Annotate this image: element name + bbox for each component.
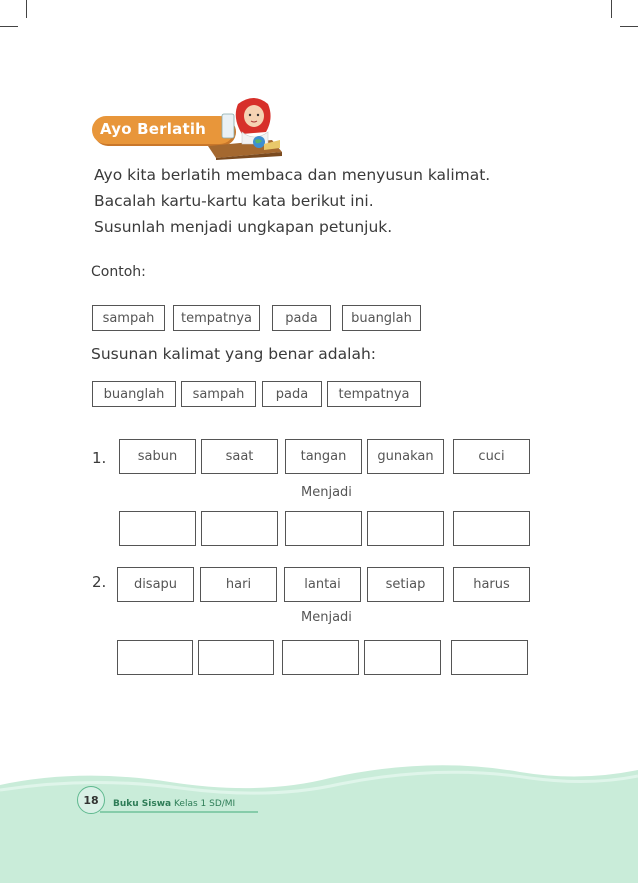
example-word-card: buanglah — [342, 305, 421, 331]
student-illustration — [202, 94, 286, 160]
answer-word-card: tempatnya — [327, 381, 421, 407]
answer-word-card: pada — [262, 381, 322, 407]
answer-box[interactable] — [119, 511, 196, 546]
book-title-bold: Buku Siswa — [113, 799, 172, 809]
exercise-number: 1. — [92, 449, 107, 467]
answer-box[interactable] — [117, 640, 193, 675]
result-label: Menjadi — [301, 485, 352, 500]
exercise-word-card: tangan — [285, 439, 362, 474]
crop-mark — [26, 0, 27, 18]
crop-mark — [611, 0, 612, 18]
answer-box[interactable] — [285, 511, 362, 546]
answer-word-card: buanglah — [92, 381, 176, 407]
answer-label: Susunan kalimat yang benar adalah: — [91, 345, 376, 363]
crop-mark — [0, 26, 18, 27]
book-title — [113, 799, 235, 809]
answer-word-card: sampah — [181, 381, 256, 407]
exercise-word-card: hari — [200, 567, 277, 602]
instruction-line-1: Ayo kita berlatih membaca dan menyusun kalimat. — [94, 166, 491, 184]
exercise-word-card: disapu — [117, 567, 194, 602]
book-title-rest: Kelas 1 SD/MI — [171, 799, 236, 809]
exercise-number: 2. — [92, 573, 107, 591]
answer-box[interactable] — [201, 511, 278, 546]
exercise-word-card: sabun — [119, 439, 196, 474]
page-number: 18 — [83, 793, 99, 807]
exercise-word-card: setiap — [367, 567, 444, 602]
answer-box[interactable] — [453, 511, 530, 546]
exercise-word-card: cuci — [453, 439, 530, 474]
answer-box[interactable] — [364, 640, 441, 675]
page-number-badge — [77, 786, 105, 814]
example-word-card: tempatnya — [173, 305, 260, 331]
instruction-line-2: Bacalah kartu-kartu kata berikut ini. — [94, 192, 374, 210]
instruction-line-3: Susunlah menjadi ungkapan petunjuk. — [94, 218, 393, 236]
example-word-card: pada — [272, 305, 331, 331]
result-label: Menjadi — [301, 610, 352, 625]
answer-box[interactable] — [282, 640, 359, 675]
exercise-word-card: saat — [201, 439, 278, 474]
answer-box[interactable] — [198, 640, 274, 675]
exercise-word-card: gunakan — [367, 439, 444, 474]
crop-mark — [620, 26, 638, 27]
exercise-word-card: lantai — [284, 567, 361, 602]
answer-box[interactable] — [367, 511, 444, 546]
example-word-card: sampah — [92, 305, 165, 331]
section-badge-label: Ayo Berlatih — [100, 120, 207, 138]
exercise-word-card: harus — [453, 567, 530, 602]
answer-box[interactable] — [451, 640, 528, 675]
footer-wave — [0, 760, 638, 883]
example-label: Contoh: — [91, 264, 146, 280]
